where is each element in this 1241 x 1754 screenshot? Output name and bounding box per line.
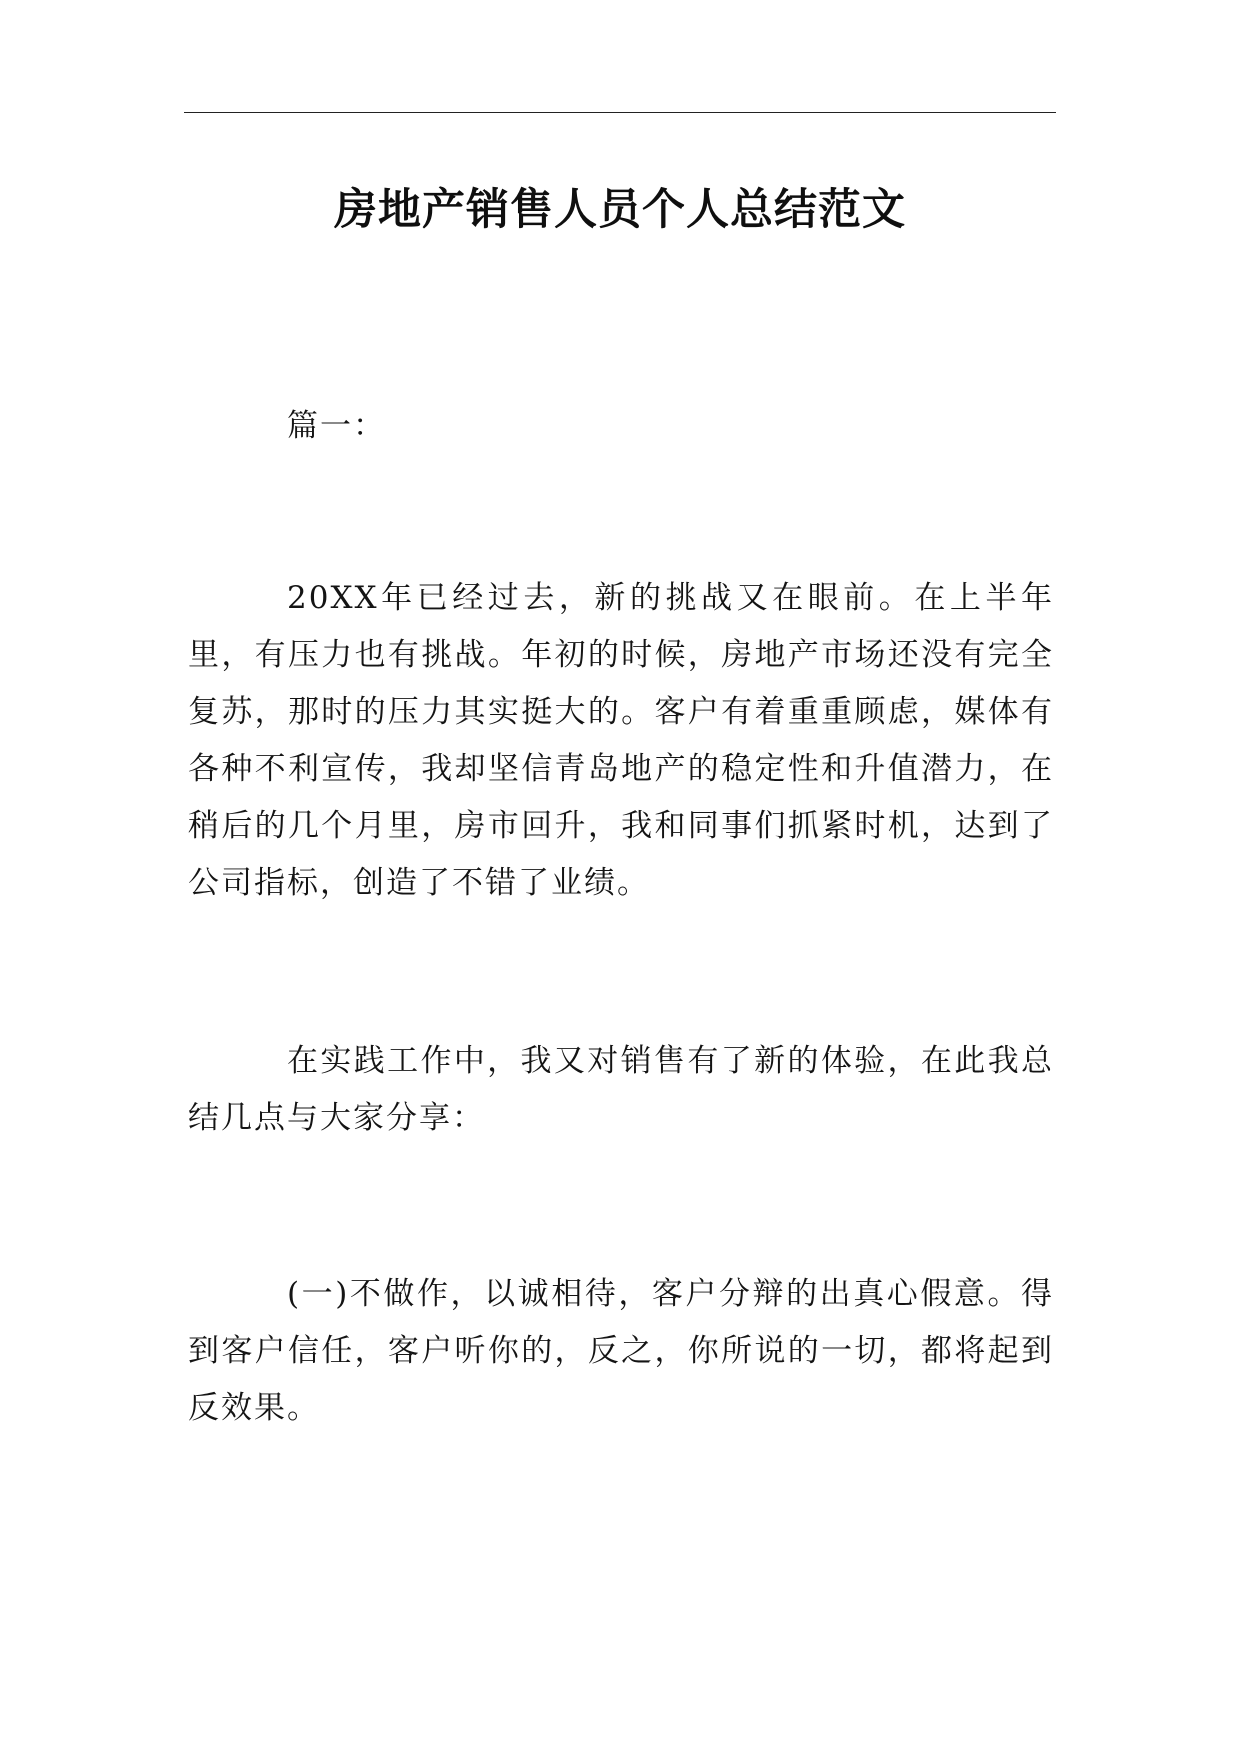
body-paragraph: 在实践工作中，我又对销售有了新的体验，在此我总结几点与大家分享： [188, 1043, 1054, 1136]
document-title: 房地产销售人员个人总结范文 [334, 184, 906, 235]
header-divider [184, 112, 1056, 113]
body-paragraph: (一)不做作，以诚相待，客户分辩的出真心假意。得到客户信任，客户听你的，反之，你所说的一切，都将起到反效果。 [188, 1276, 1054, 1426]
section-heading: 篇一： [287, 408, 386, 444]
body-paragraph: 20XX年已经过去，新的挑战又在眼前。在上半年里，有压力也有挑战。年初的时候，房地产市场还没有完全复苏，那时的压力其实挺大的。客户有着重重顾虑，媒体有各种不利宣传，我却坚信青岛地产的稳定性和升值潜力，在稍后的几个月里，房市回升，我和同事们抓紧时机，达到了公司指标，创造了不错了业绩。 [188, 580, 1054, 901]
